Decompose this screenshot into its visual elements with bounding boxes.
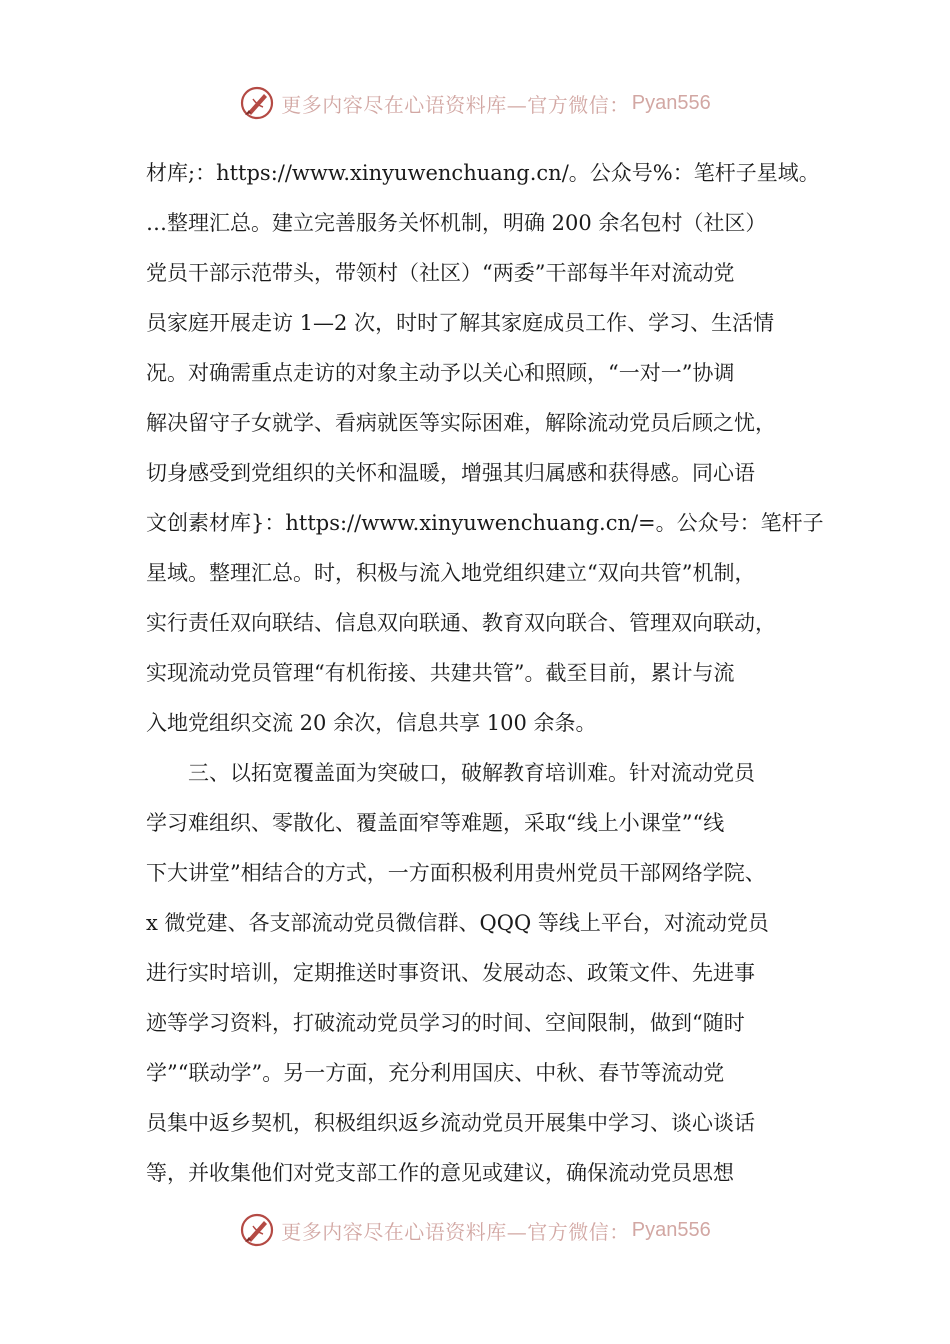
text-line: 入地党组织交流 20 余次，信息共享 100 余条。 — [146, 711, 597, 735]
text-line: 解决留守子女就学、看病就医等实际困难，解除流动党员后顾之忧， — [146, 411, 776, 435]
text-line: 学习难组织、零散化、覆盖面窄等难题，采取“线上小课堂”“线 — [146, 811, 725, 835]
banner-text: 更多内容尽在心语资料库—官方微信： — [281, 92, 630, 117]
text-line: 员集中返乡契机，积极组织返乡流动党员开展集中学习、谈心谈话 — [146, 1111, 755, 1135]
text-line: 员家庭开展走访 1—2 次，时时了解其家庭成员工作、学习、生活情 — [146, 311, 775, 335]
header-watermark-banner — [0, 81, 950, 125]
text-line: 迹等学习资料，打破流动党员学习的时间、空间限制，做到“随时 — [146, 1011, 745, 1035]
text-line: 等，并收集他们对党支部工作的意见或建议，确保流动党员思想 — [146, 1161, 734, 1185]
text-line: 切身感受到党组织的关怀和温暖，增强其归属感和获得感。同心语 — [146, 461, 755, 485]
text-line: 实现流动党员管理“有机衔接、共建共管”。截至目前，累计与流 — [146, 661, 735, 685]
text-line: 实行责任双向联结、信息双向联通、教育双向联合、管理双向联动， — [146, 611, 776, 635]
pen-logo-icon — [239, 1212, 275, 1248]
text-line: 学”“联动学”。另一方面，充分利用国庆、中秋、春节等流动党 — [146, 1061, 725, 1085]
banner-text: 更多内容尽在心语资料库—官方微信： — [281, 1219, 630, 1244]
text-line: 进行实时培训，定期推送时事资讯、发展动态、政策文件、先进事 — [146, 961, 755, 985]
text-line: 文创素材库}：https://www.xinyuwenchuang.cn/=。公众号：笔杆子 — [146, 511, 824, 535]
text-line: x 微党建、各支部流动党员微信群、QQQ 等线上平台，对流动党员 — [146, 911, 769, 935]
text-line: 况。对确需重点走访的对象主动予以关心和照顾，“一对一”协调 — [146, 361, 735, 385]
banner-wechat-id: Pyan556 — [631, 91, 711, 114]
footer-watermark-banner — [0, 1208, 950, 1252]
banner-wechat-id: Pyan556 — [631, 1218, 711, 1241]
pen-logo-icon — [239, 85, 275, 121]
text-line: 星域。整理汇总。时，积极与流入地党组织建立“双向共管”机制， — [146, 561, 756, 585]
text-line: …整理汇总。建立完善服务关怀机制，明确 200 余名包村（社区） — [146, 211, 767, 235]
text-line: 下大讲堂”相结合的方式，一方面积极利用贵州党员干部网络学院、 — [146, 861, 766, 885]
text-line: 材库;：https://www.xinyuwenchuang.cn/。公众号%：笔杆子星域。 — [146, 161, 820, 185]
document-body — [146, 148, 826, 1198]
text-line: 党员干部示范带头，带领村（社区）“两委”干部每半年对流动党 — [146, 261, 735, 285]
text-line: 三、以拓宽覆盖面为突破口，破解教育培训难。针对流动党员 — [146, 761, 755, 785]
